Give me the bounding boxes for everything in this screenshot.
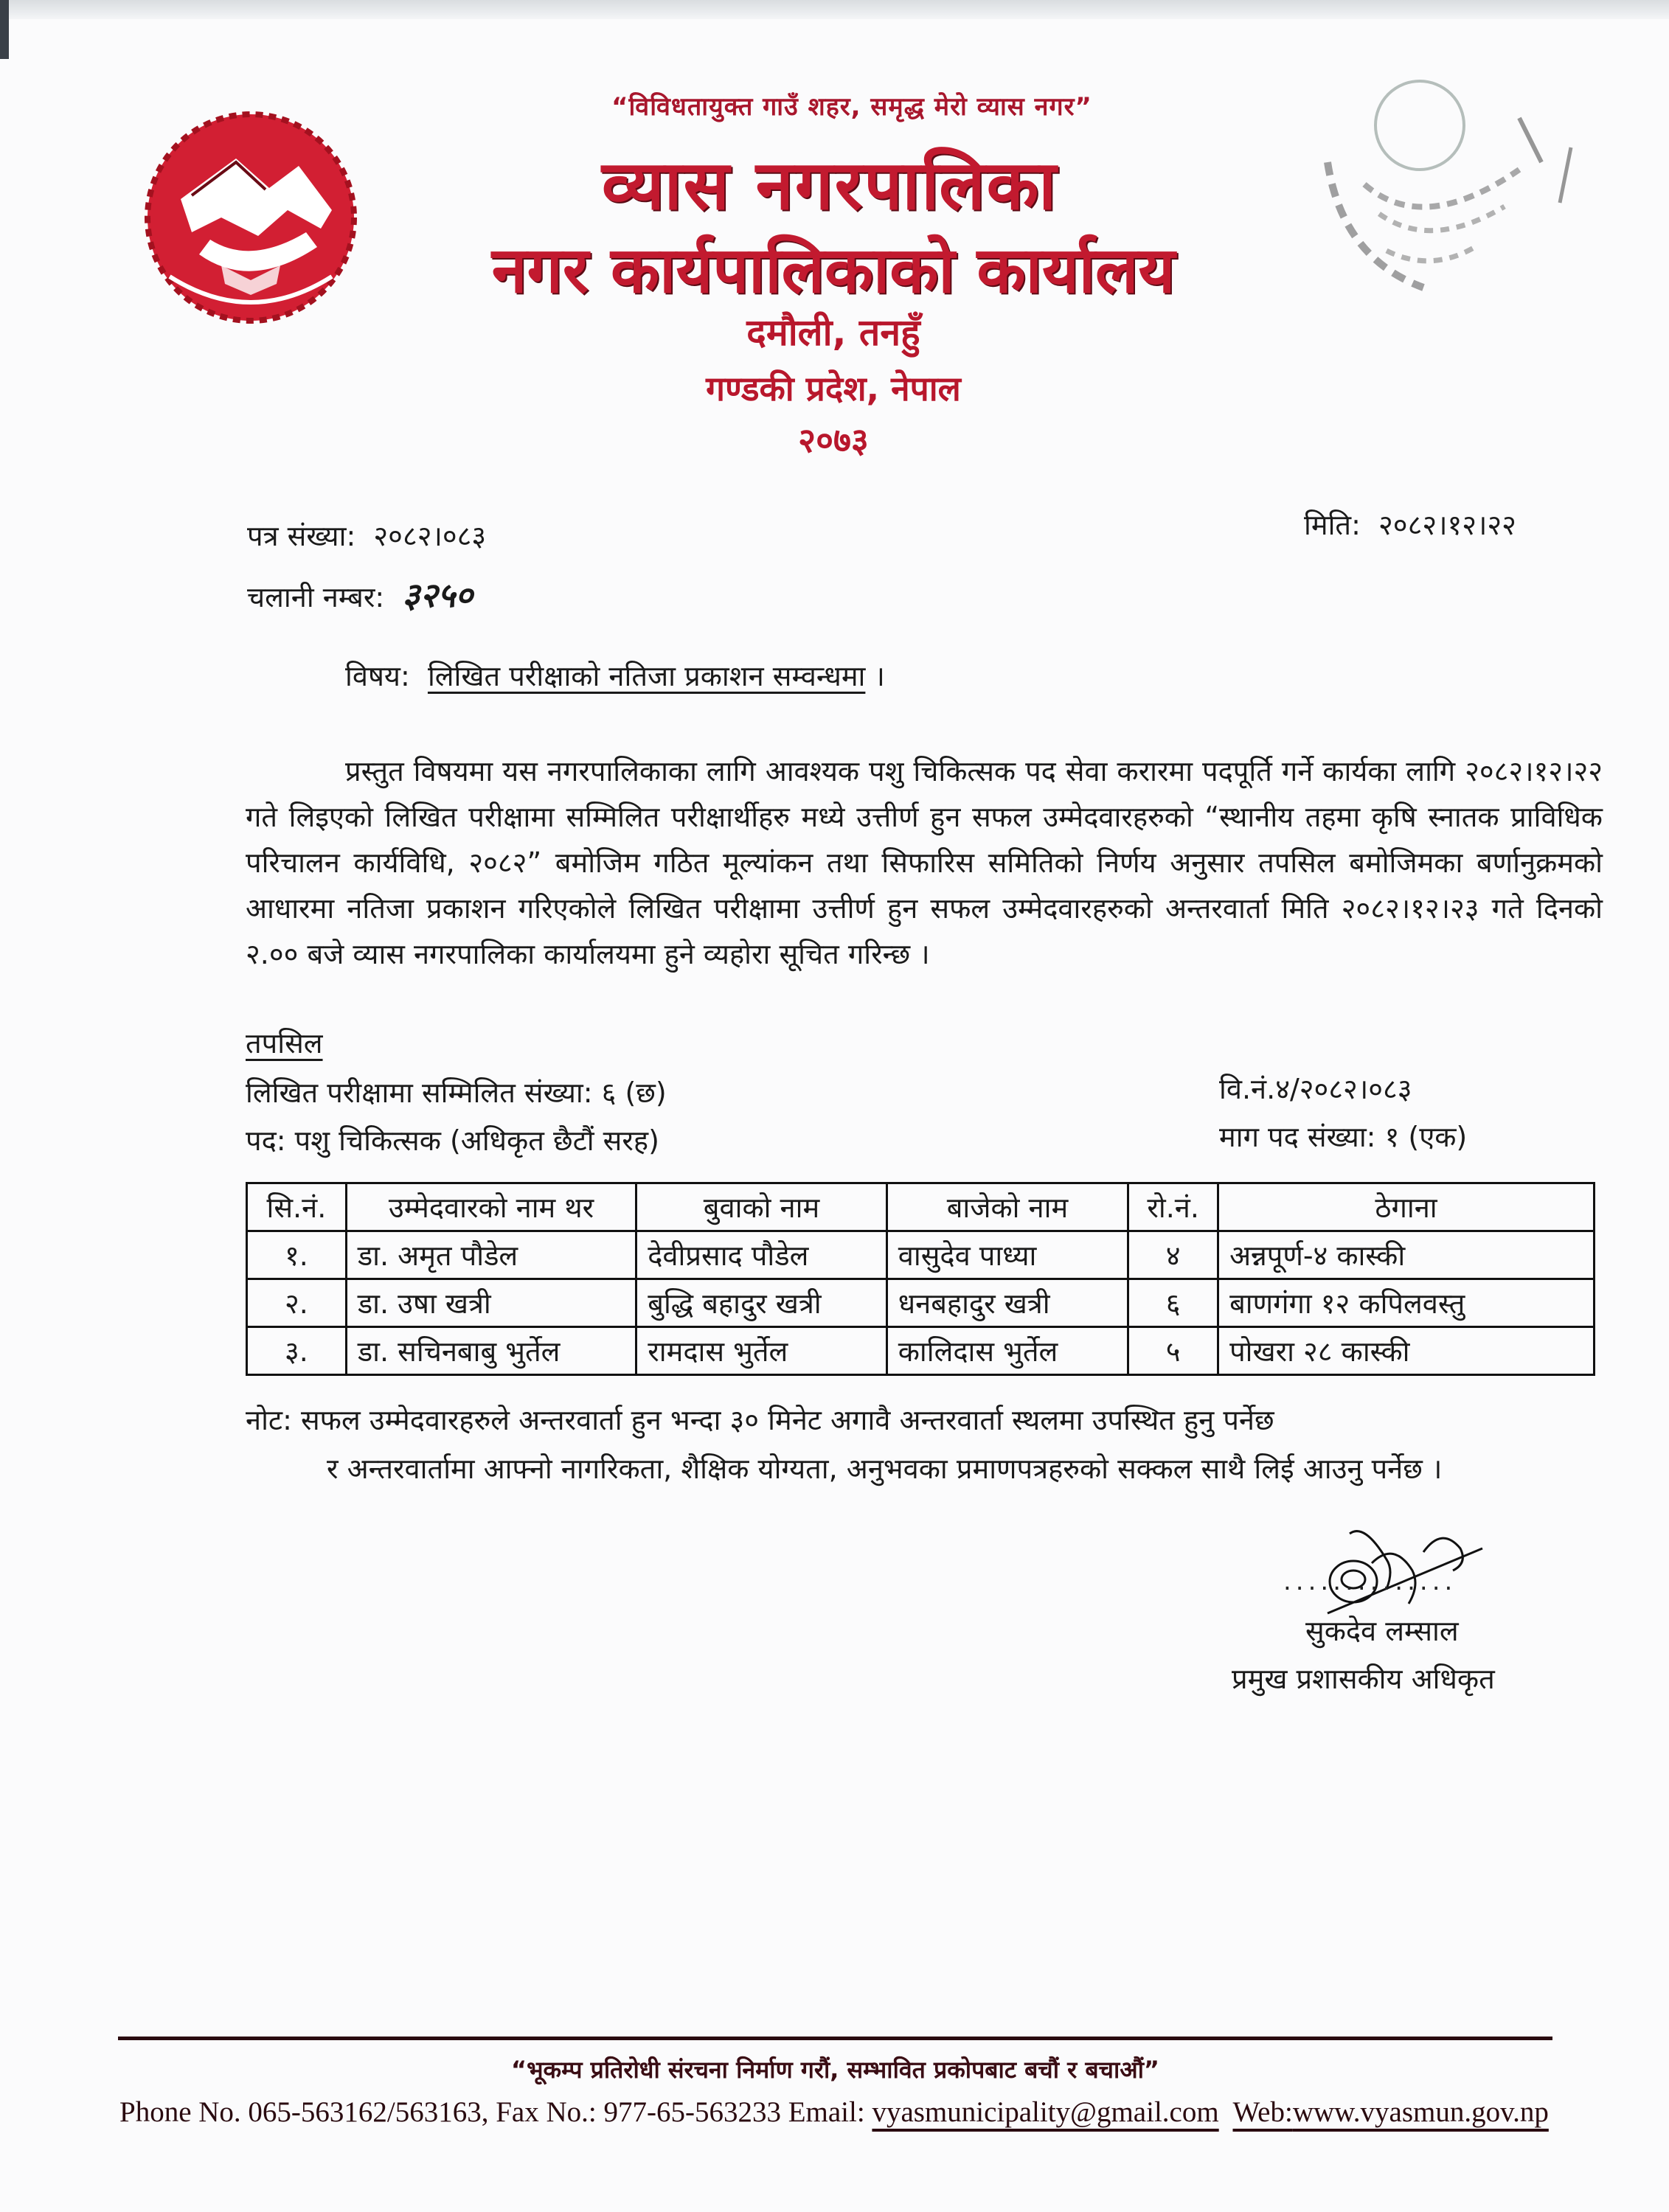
table-header-row xyxy=(247,1183,1595,1231)
table-row xyxy=(247,1327,1595,1375)
cell-candidate-name: डा. उषा खत्री xyxy=(346,1279,636,1327)
advertisement-number: वि.नं.४/२०८२।०८३ xyxy=(1219,1073,1412,1105)
letter-number-value: २०८२।०८३ xyxy=(373,520,487,552)
cell-address: पोखरा २८ कास्की xyxy=(1218,1327,1595,1375)
footer-email-link[interactable]: vyasmunicipality@gmail.com xyxy=(872,2096,1219,2128)
footer-slogan: “भूकम्प प्रतिरोधी संरचना निर्माण गरौं, सम्भावित प्रकोपबाट बचौं र बचाऔं” xyxy=(511,2056,1159,2084)
note-line-2: र अन्तरवार्तामा आफ्नो नागरिकता, शैक्षिक योग्यता, अनुभवका प्रमाणपत्रहरुको सक्कल साथै लिई आउनु पर्नेछ । xyxy=(327,1453,1443,1485)
municipality-title: व्यास नगरपालिका xyxy=(601,146,1058,225)
header-established: २०७३ xyxy=(798,420,869,460)
cell-address: बाणगंगा १२ कपिलवस्तु xyxy=(1218,1279,1595,1327)
subject-line xyxy=(345,656,885,695)
subject-text: लिखित परीक्षाको नतिजा प्रकाशन सम्वन्धमा xyxy=(427,660,866,692)
cell-grandfather-name: धनबहादुर खत्री xyxy=(886,1279,1128,1327)
dispatch-number-label: चलानी नम्बर: xyxy=(247,581,385,613)
footer-web-link[interactable]: www.vyasmun.gov.np xyxy=(1292,2096,1549,2128)
letter-number-label: पत्र संख्या: xyxy=(247,520,356,552)
cell-roll-number: ४ xyxy=(1128,1231,1218,1279)
subject-label: विषय: xyxy=(345,660,410,692)
header-slogan: “विविधतायुक्त गाउँ शहर, समृद्ध मेरो व्यास नगर” xyxy=(611,92,1092,122)
header-candidate-name: उम्मेदवारको नाम थर xyxy=(346,1183,636,1231)
dispatch-number-value: ३२५० xyxy=(402,575,473,615)
signatory-name: सुकदेव लम्साल xyxy=(1305,1615,1459,1647)
note-line-1: नोट: सफल उम्मेदवारहरुले अन्तरवार्ता हुन भन्दा ३० मिनेट अगावै अन्तरवार्ता स्थलमा उपस्थित हुनु पर्नेछ xyxy=(246,1404,1274,1436)
cell-grandfather-name: कालिदास भुर्तेल xyxy=(886,1327,1128,1375)
header-grandfather-name: बाजेको नाम xyxy=(886,1183,1128,1231)
nepal-emblem-icon xyxy=(140,107,361,328)
signature-line: .............. xyxy=(1283,1567,1457,1596)
footer-contact xyxy=(119,2096,1549,2129)
cell-roll-number: ५ xyxy=(1128,1327,1218,1375)
signatory-designation: प्रमुख प्रशासकीय अधिकृत xyxy=(1232,1663,1495,1695)
letter-number xyxy=(247,516,486,554)
body-paragraph: प्रस्तुत विषयमा यस नगरपालिकाका लागि आवश्यक पशु चिकित्सक पद सेवा करारमा पदपूर्ति गर्ने कार्यका लागि २०८२।१२।२२ गते लिइएको लिखित परीक्षामा सम्मिलित परीक्षार्थीहरु मध्ये उत्तीर्ण हुन सफल उम्मेदवारहरुको “स्थानीय तहमा कृषि स्नातक प्राविधिक परिचालन कार्यविधि, २०८२” बमोजिम गठित मूल्यांकन तथा सिफारिस समितिको निर्णय अनुसार तपसिल बमोजिमका बर्णानुक्रमको आधारमा नतिजा प्रकाशन गरिएकोले लिखित परीक्षामा उत्तीर्ण हुन सफल उम्मेदवारहरुको अन्तरवार्ता मिति २०८२।१२।२३ गते दिनको २.०० बजे व्यास नगरपालिका कार्यालयमा हुने व्यहोरा सूचित गरिन्छ । xyxy=(246,755,1603,970)
participants-count: लिखित परीक्षामा सम्मिलित संख्या: ६ (छ) xyxy=(246,1077,667,1109)
note-block xyxy=(246,1396,1603,1493)
subject-end: । xyxy=(874,660,885,692)
header-address: ठेगाना xyxy=(1218,1183,1595,1231)
footer-web-label: Web: xyxy=(1232,2096,1293,2128)
header-father-name: बुवाको नाम xyxy=(636,1183,887,1231)
table-row xyxy=(247,1231,1595,1279)
footer-divider xyxy=(118,2037,1552,2040)
dispatch-number xyxy=(247,571,473,617)
footer-web xyxy=(1232,2096,1548,2128)
cell-candidate-name: डा. सचिनबाबु भुर्तेल xyxy=(346,1327,636,1375)
header-province: गण्डकी प्रदेश, नेपाल xyxy=(706,369,961,408)
header-location: दमौली, तनहुँ xyxy=(746,311,920,354)
cell-roll-number: ६ xyxy=(1128,1279,1218,1327)
tapsil-heading: तपसिल xyxy=(246,1027,323,1060)
office-title: नगर कार्यपालिकाको कार्यालय xyxy=(491,234,1176,307)
results-table xyxy=(246,1182,1595,1376)
cell-address: अन्नपूर्ण-४ कास्की xyxy=(1218,1231,1595,1279)
cell-candidate-name: डा. अमृत पौडेल xyxy=(346,1231,636,1279)
cell-father-name: रामदास भुर्तेल xyxy=(636,1327,887,1375)
date-label: मिति: xyxy=(1304,509,1361,541)
header-roll-number: रो.नं. xyxy=(1128,1183,1218,1231)
letter-date xyxy=(1304,505,1516,543)
cell-serial: २. xyxy=(247,1279,347,1327)
table-row xyxy=(247,1279,1595,1327)
scan-edge xyxy=(0,0,1669,19)
date-value: २०८२।१२।२२ xyxy=(1378,509,1516,541)
cell-serial: १. xyxy=(247,1231,347,1279)
cell-serial: ३. xyxy=(247,1327,347,1375)
demand-post-count: माग पद संख्या: १ (एक) xyxy=(1219,1121,1468,1153)
post-name: पद: पशु चिकित्सक (अधिकृत छैटौं सरह) xyxy=(246,1124,659,1157)
cell-grandfather-name: वासुदेव पाध्या xyxy=(886,1231,1128,1279)
office-seal-stamp xyxy=(1298,74,1578,310)
scan-edge-shadow xyxy=(0,0,9,59)
footer-phone-fax: Phone No. 065-563162/563163, Fax No.: 977-65-563233 Email: xyxy=(119,2096,865,2128)
cell-father-name: देवीप्रसाद पौडेल xyxy=(636,1231,887,1279)
cell-father-name: बुद्धि बहादुर खत्री xyxy=(636,1279,887,1327)
header-serial: सि.नं. xyxy=(247,1183,347,1231)
